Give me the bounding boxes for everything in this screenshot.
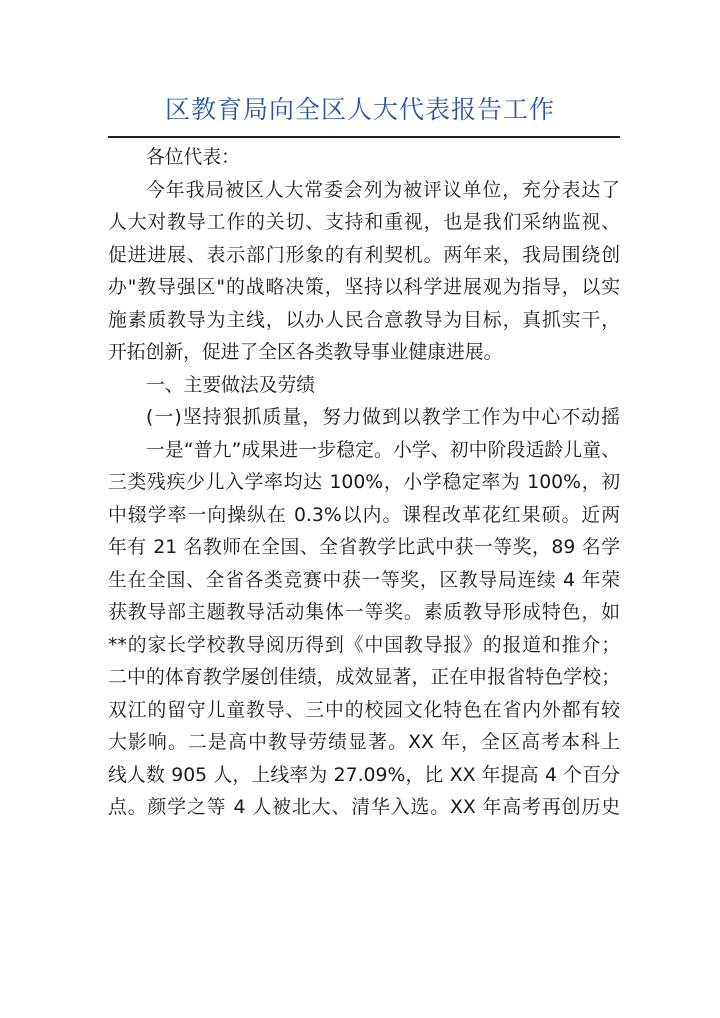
text-line: 双江的留守儿童教导、三中的校园文化特色在省内外都有较 bbox=[108, 699, 620, 721]
text-line: 年有 21 名教师在全国、全省教学比武中获一等奖，89 名学 bbox=[108, 537, 620, 558]
document-title: 区教育局向全区人大代表报告工作 bbox=[164, 95, 555, 124]
text-line: 办"教导强区"的战略决策，坚持以科学进展观为指导，以实 bbox=[108, 277, 620, 298]
text-line: 今年我局被区人大常委会列为被评议单位，充分表达了 bbox=[146, 179, 620, 201]
text-line: 开拓创新，促进了全区各类教导事业健康进展。 bbox=[108, 342, 503, 363]
subsection-heading bbox=[108, 402, 620, 435]
text-line: 施素质教导为主线，以办人民合意教导为目标，真抓实干， bbox=[108, 309, 620, 331]
heading-line: (一)坚持狠抓质量，努力做到以教学工作为中心不动摇 bbox=[146, 407, 620, 428]
salutation-line: 各位代表： bbox=[146, 147, 240, 168]
section-heading bbox=[108, 370, 620, 403]
text-line: **的家长学校教导阅历得到《中国教导报》的报道和推介； bbox=[108, 634, 620, 656]
heading-line: 一、主要做法及劳绩 bbox=[146, 374, 316, 396]
text-line: 点。颜学之等 4 人被北大、清华入选。XX 年高考再创历史 bbox=[108, 797, 620, 818]
text-line: 促进进展、表示部门形象的有利契机。两年来，我局围绕创 bbox=[108, 244, 620, 266]
document-body bbox=[108, 142, 620, 825]
text-line: 大影响。二是高中教导劳绩显著。XX 年，全区高考本科上 bbox=[108, 732, 620, 753]
salutation bbox=[108, 142, 620, 175]
text-line: 一是“普九”成果进一步稳定。小学、初中阶段适龄儿童、 bbox=[146, 439, 620, 461]
body-paragraph bbox=[108, 435, 620, 825]
intro-paragraph bbox=[108, 175, 620, 370]
text-line: 生在全国、全省各类竞赛中获一等奖，区教导局连续 4 年荣 bbox=[108, 569, 620, 591]
text-line: 获教导部主题教导活动集体一等奖。素质教导形成特色，如 bbox=[108, 602, 620, 623]
text-line: 人大对教导工作的关切、支持和重视，也是我们采纳监视、 bbox=[108, 212, 620, 233]
text-line: 三类残疾少儿入学率均达 100%，小学稳定率为 100%，初 bbox=[108, 472, 620, 493]
title-underline bbox=[108, 136, 620, 138]
text-line: 线人数 905 人，上线率为 27.09%，比 XX 年提高 4 个百分 bbox=[108, 764, 620, 786]
text-line: 二中的体育教学屡创佳绩，成效显著，正在申报省特色学校； bbox=[108, 667, 620, 688]
text-line: 中辍学率一向操纵在 0.3%以内。课程改革花红果硕。近两 bbox=[108, 504, 620, 526]
